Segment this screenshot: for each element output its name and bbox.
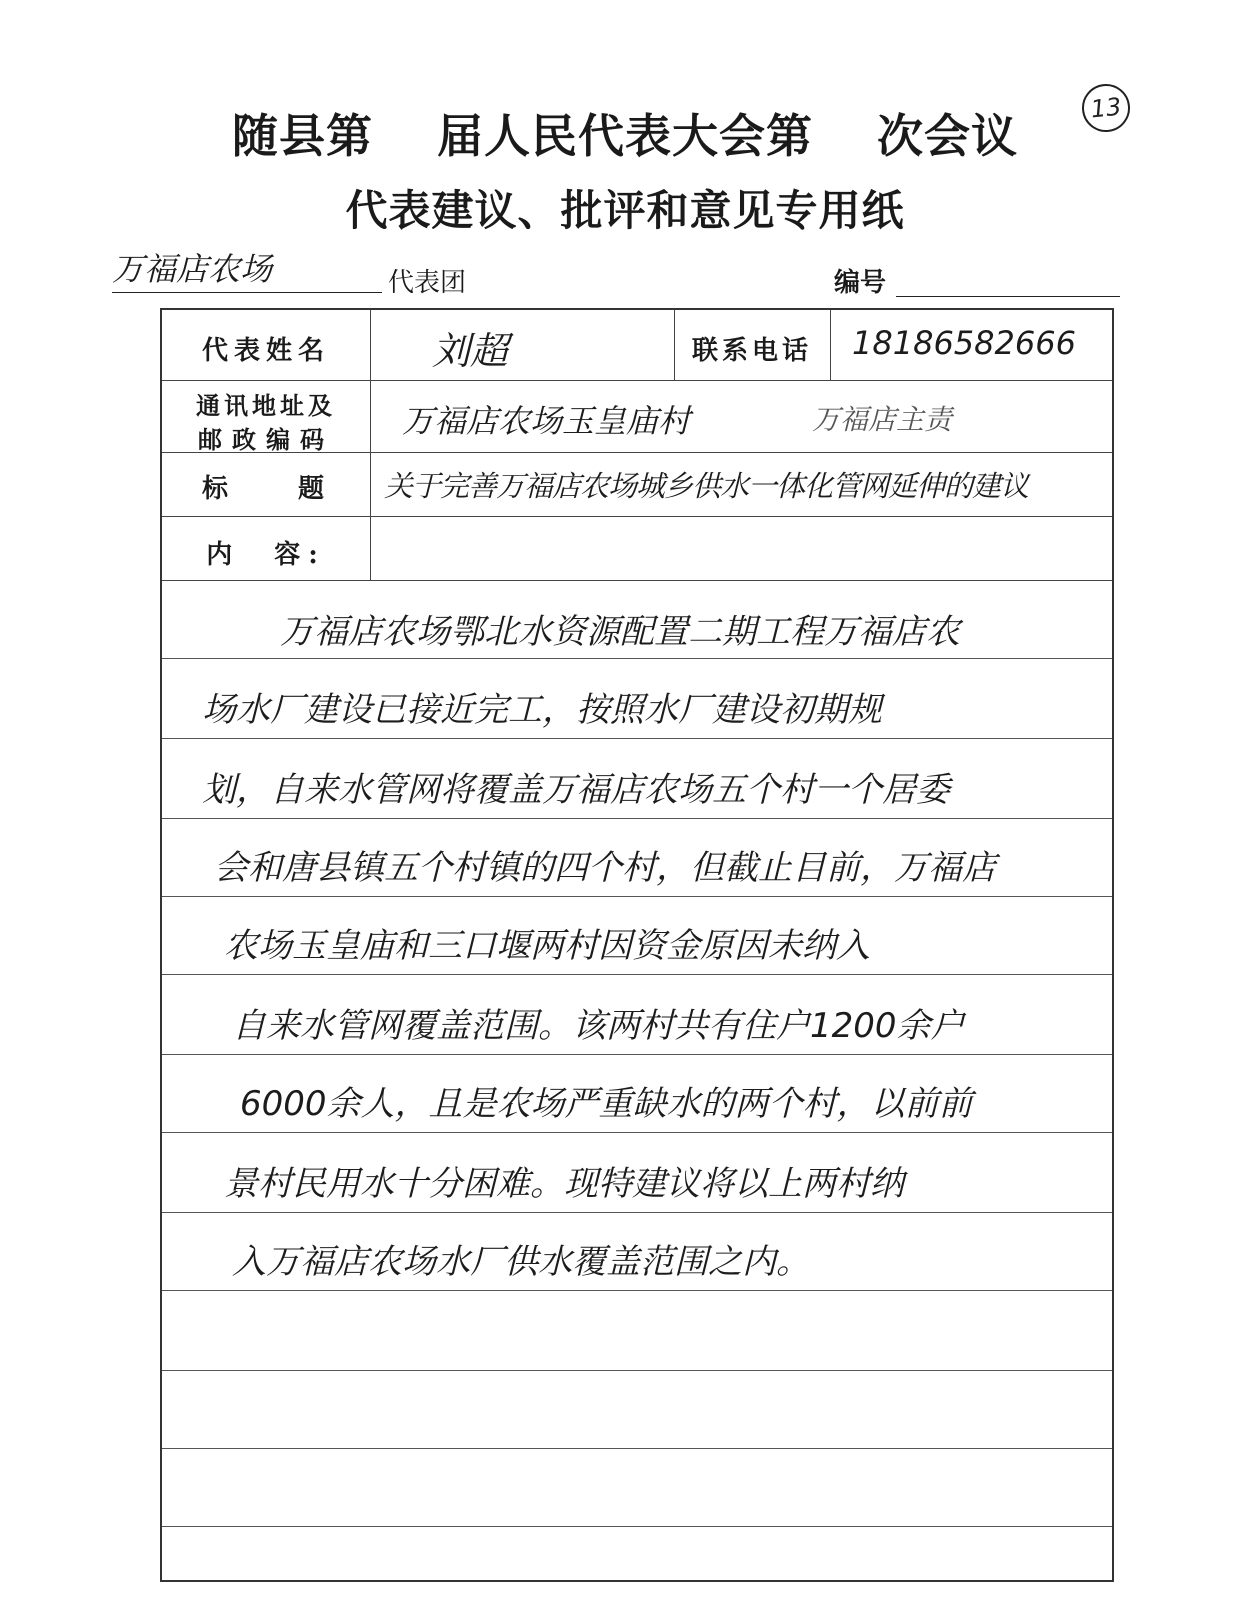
ruled-line [162, 1054, 1112, 1055]
content-line: 入万福店农场水厂供水覆盖范围之内。 [232, 1242, 810, 1282]
ruled-line [162, 1212, 1112, 1213]
address-value: 万福店农场玉皇庙村 [402, 402, 691, 440]
ruled-line [162, 658, 1112, 659]
ruled-line [162, 1370, 1112, 1371]
content-line: 会和唐县镇五个村镇的四个村，但截止目前，万福店 [214, 848, 996, 888]
divider [370, 310, 371, 380]
title-part-1: 随县第 [232, 109, 373, 163]
delegation-field [112, 244, 467, 298]
name-row [162, 310, 1112, 381]
address-row [162, 380, 1112, 453]
ruled-line [162, 738, 1112, 739]
divider [370, 380, 371, 452]
name-value: 刘超 [432, 329, 509, 373]
ruled-line [162, 974, 1112, 975]
title-part-2: 届人民代表大会第 [437, 109, 813, 163]
serial-label: 编号 [834, 268, 887, 298]
content-line: 农场玉皇庙和三口堰两村因资金原因未纳入 [224, 926, 870, 966]
content-label: 内 容: [206, 540, 326, 570]
content-line: 景村民用水十分困难。现特建议将以上两村纳 [224, 1164, 904, 1204]
ruled-line [162, 896, 1112, 897]
address-label-line-1: 通讯地址及 [196, 391, 336, 420]
delegation-value: 万福店农场 [112, 250, 273, 288]
serial-number-field [834, 262, 1120, 302]
ruled-line [162, 1132, 1112, 1133]
ruled-line [162, 818, 1112, 819]
phone-label: 联系电话 [691, 336, 812, 366]
content-line: 场水厂建设已接近完工，按照水厂建设初期规 [202, 690, 882, 730]
form-subtitle: 代表建议、批评和意见专用纸 [345, 186, 905, 235]
title-part-3: 次会议 [877, 109, 1018, 163]
phone-value: 18186582666 [852, 324, 1076, 362]
content-line: 自来水管网覆盖范围。该两村共有住户1200余户 [232, 1006, 965, 1046]
delegation-underline [112, 292, 382, 293]
suggestion-form-table [160, 308, 1114, 1582]
content-line: 万福店农场鄂北水资源配置二期工程万福店农 [280, 612, 960, 652]
serial-underline [896, 296, 1120, 297]
delegation-label: 代表团 [388, 268, 467, 298]
divider [830, 310, 831, 380]
subject-row [162, 452, 1112, 517]
content-label-row [162, 516, 1112, 581]
content-line: 6000余人，且是农场严重缺水的两个村，以前前 [240, 1084, 973, 1124]
ruled-line [162, 1290, 1112, 1291]
ruled-line [162, 1526, 1112, 1527]
address-label-line-2: 邮政编码 [198, 425, 334, 454]
ruled-line [162, 1448, 1112, 1449]
subject-value: 关于完善万福店农场城乡供水一体化管网延伸的建议 [384, 469, 1029, 503]
form-title [0, 100, 1250, 166]
divider [370, 452, 371, 516]
content-line: 划，自来水管网将覆盖万福店农场五个村一个居委 [202, 770, 950, 810]
name-label: 代表姓名 [201, 336, 330, 366]
subject-label: 标 题 [201, 474, 330, 504]
page-number: 13 [1080, 82, 1133, 135]
divider [370, 516, 371, 580]
address-note: 万福店主责 [812, 403, 953, 436]
